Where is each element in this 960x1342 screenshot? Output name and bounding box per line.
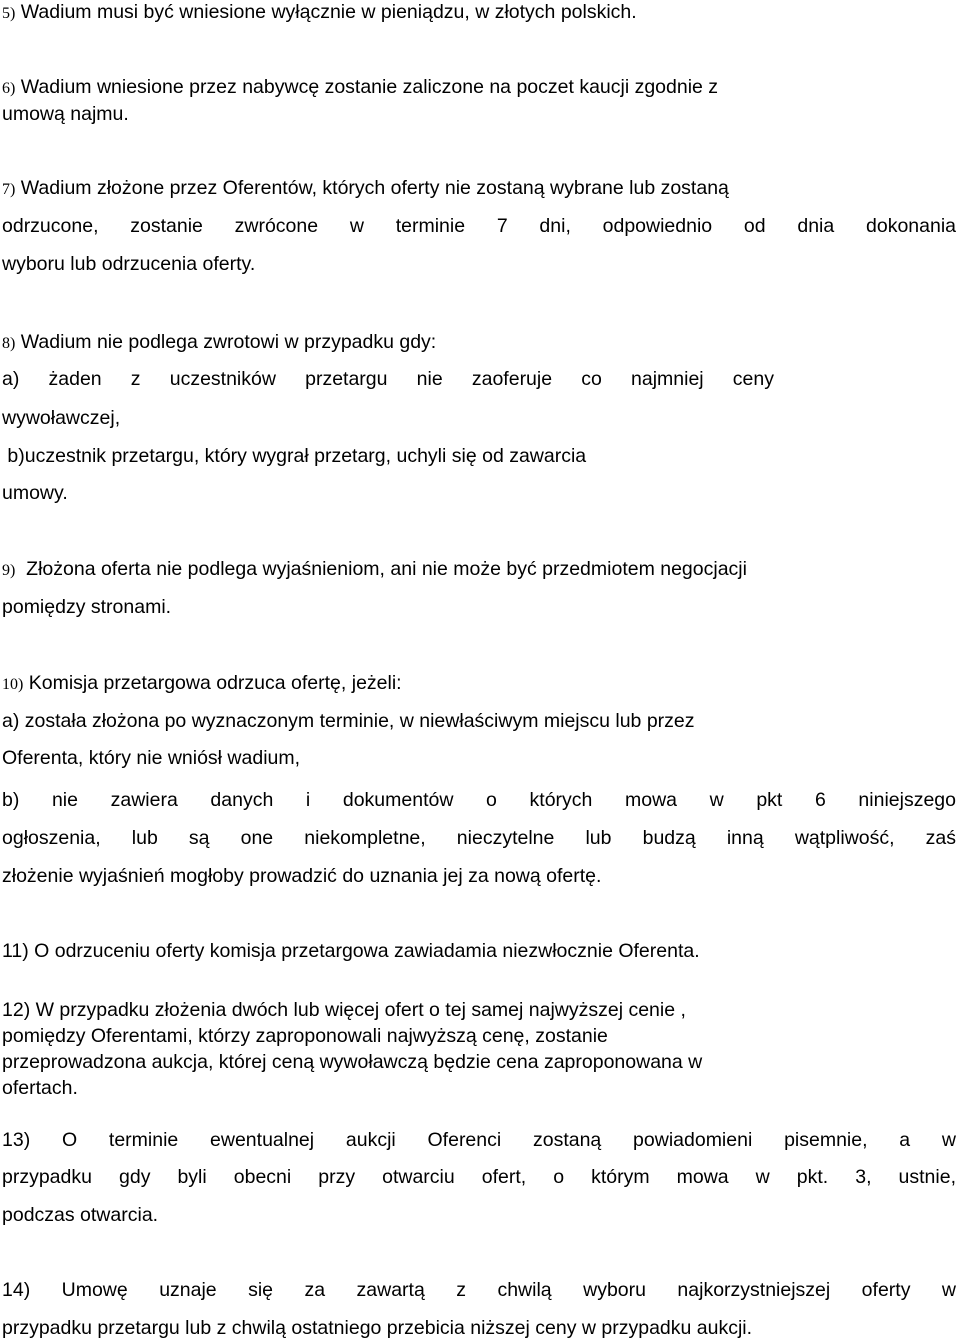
paragraph-10-item-b-line-3: złożenie wyjaśnień mogłoby prowadzić do uznania jej za nową ofertę. [2,865,602,887]
paragraph-11: 11) O odrzuceniu oferty komisja przetargowa zawiadamia niezwłocznie Oferenta. [2,940,700,962]
paragraph-14-line-2: przypadku przetargu lub z chwilą ostatniego przebicia niższej ceny w przypadku aukcji. [2,1317,753,1339]
paragraph-number: 10) [2,676,24,693]
paragraph-10-line-1 [2,672,960,694]
paragraph-10-item-a-line-2: Oferenta, który nie wniósł wadium, [2,747,301,769]
paragraph-6-line-1 [2,76,960,98]
paragraph-13-line-3: podczas otwarcia. [2,1204,159,1226]
paragraph-number: 7) [2,181,16,198]
paragraph-7-line-1 [2,177,960,199]
paragraph-14-line-1: 14) Umowę uznaje się za zawartą z chwilą wyboru najkorzystniejszej oferty w [2,1279,956,1301]
paragraph-8-item-a-line-2: wywoławczej, [2,407,121,429]
paragraph-12-line-4: ofertach. [2,1077,78,1099]
paragraph-text: Wadium wniesione przez nabywcę zostanie zaliczone na poczet kaucji zgodnie z [15,76,719,98]
paragraph-text: Wadium złożone przez Oferentów, których oferty nie zostaną wybrane lub zostaną [15,177,729,199]
paragraph-8-item-b-line-1: b)uczestnik przetargu, który wygrał przetarg, uchyli się od zawarcia [2,445,587,467]
paragraph-10-item-b-line-1: b) nie zawiera danych i dokumentów o których mowa w pkt 6 niniejszego [2,789,956,811]
paragraph-text: Złożona oferta nie podlega wyjaśnieniom, ani nie może być przedmiotem negocjacji [15,558,747,580]
paragraph-number: 6) [2,80,16,97]
paragraph-7-line-3: wyboru lub odrzucenia oferty. [2,253,256,275]
paragraph-12-line-3: przeprowadzona aukcja, której ceną wywoławczą będzie cena zaproponowana w [2,1051,703,1073]
paragraph-text: Komisja przetargowa odrzuca ofertę, jeżeli: [23,672,402,694]
paragraph-13-line-2: przypadku gdy byli obecni przy otwarciu ofert, o którym mowa w pkt. 3, ustnie, [2,1166,956,1188]
paragraph-8-item-b-line-2: umowy. [2,482,68,504]
paragraph-9-line-2: pomiędzy stronami. [2,596,172,618]
paragraph-8-item-a-line-1: a) żaden z uczestników przetargu nie zaoferuje co najmniej ceny [2,368,774,390]
paragraph-number: 8) [2,335,16,352]
paragraph-5 [2,1,960,23]
paragraph-12-line-1: 12) W przypadku złożenia dwóch lub więcej ofert o tej samej najwyższej cenie , [2,999,686,1021]
paragraph-7-line-2: odrzucone, zostanie zwrócone w terminie 7 dni, odpowiednio od dnia dokonania [2,215,956,237]
paragraph-text: Wadium nie podlega zwrotowi w przypadku gdy: [15,331,437,353]
paragraph-6-line-2: umową najmu. [2,103,129,125]
paragraph-8-line-1 [2,331,960,353]
paragraph-13-line-1: 13) O terminie ewentualnej aukcji Oferenci zostaną powiadomieni pisemnie, a w [2,1129,956,1151]
paragraph-9-line-1 [2,558,960,580]
paragraph-text: Wadium musi być wniesione wyłącznie w pieniądzu, w złotych polskich. [15,1,637,23]
paragraph-number: 9) [2,562,16,579]
paragraph-10-item-b-line-2: ogłoszenia, lub są one niekompletne, nieczytelne lub budzą inną wątpliwość, zaś [2,827,956,849]
paragraph-number: 5) [2,5,16,22]
paragraph-10-item-a-line-1: a) została złożona po wyznaczonym terminie, w niewłaściwym miejscu lub przez [2,710,695,732]
paragraph-12-line-2: pomiędzy Oferentami, którzy zaproponowali najwyższą cenę, zostanie [2,1025,608,1047]
